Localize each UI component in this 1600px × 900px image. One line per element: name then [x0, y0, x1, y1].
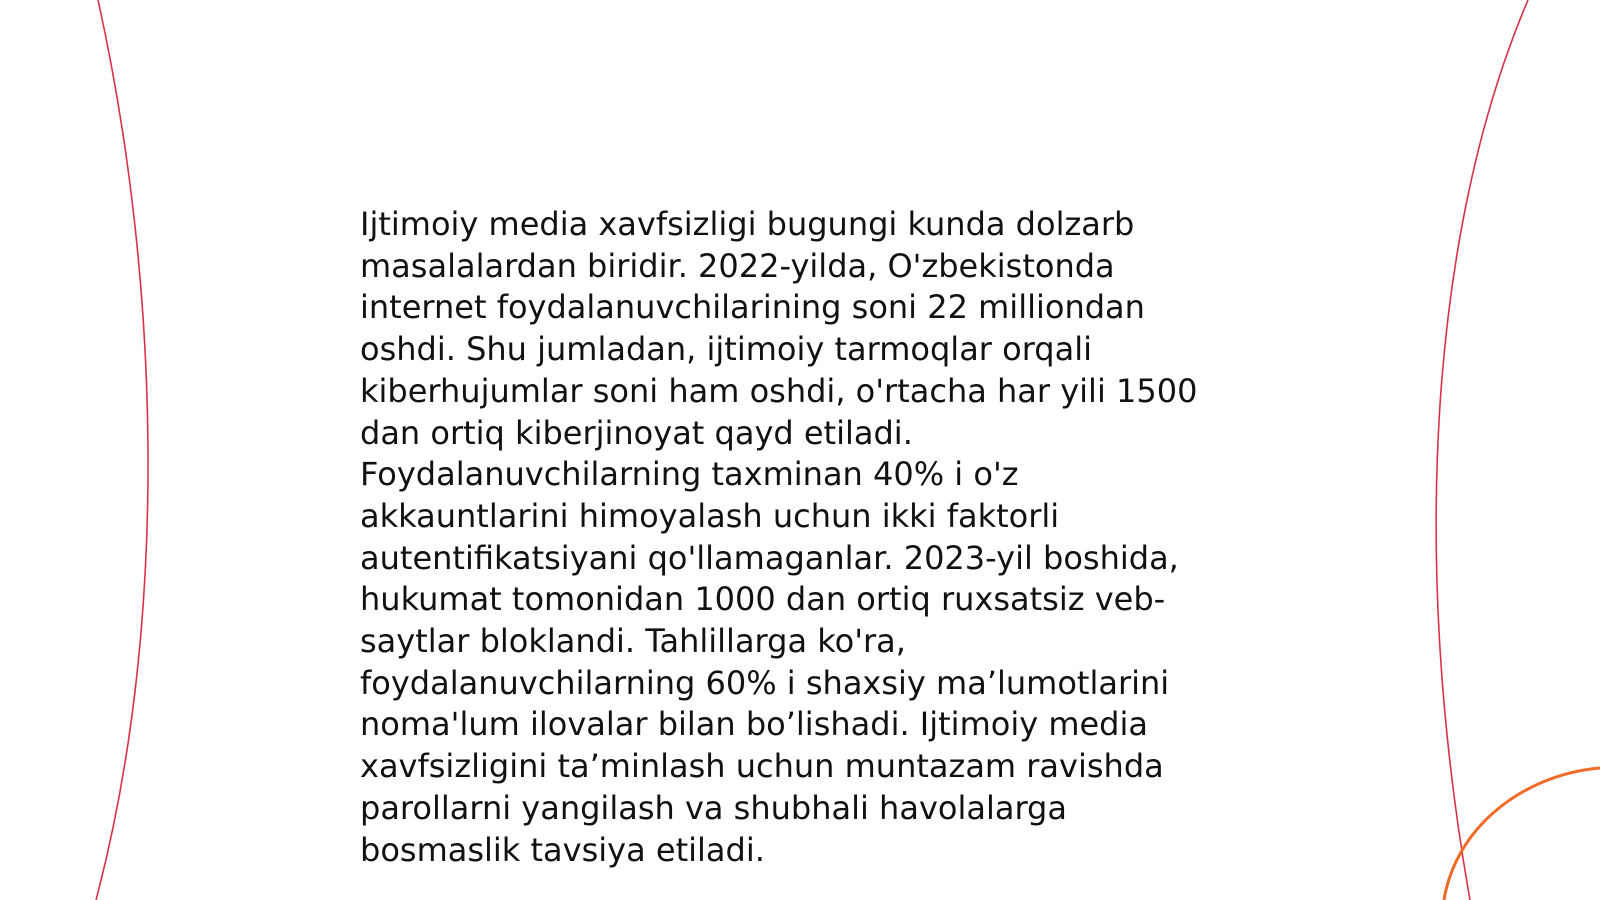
- text-line: xavfsizligini ta’minlash uchun muntazam ravishda: [360, 747, 1164, 786]
- text-line: oshdi. Shu jumladan, ijtimoiy tarmoqlar orqali: [360, 330, 1092, 369]
- text-line: internet foydalanuvchilarining soni 22 milliondan: [360, 288, 1145, 327]
- text-line: Foydalanuvchilarning taxminan 40% i o'z: [360, 455, 1019, 494]
- text-line: Ijtimoiy media xavfsizligi bugungi kunda dolzarb: [360, 205, 1135, 243]
- left-curve: [96, 0, 148, 900]
- text-line: akkauntlarini himoyalash uchun ikki faktorli: [360, 496, 1060, 535]
- text-line: saytlar bloklandi. Tahlillarga ko'ra,: [360, 622, 906, 661]
- text-line: dan ortiq kiberjinoyat qayd etiladi.: [360, 413, 913, 452]
- text-line: foydalanuvchilarning 60% i shaxsiy ma’lumotlarini: [360, 663, 1170, 702]
- text-line: autentifikatsiyani qo'llamaganlar. 2023-yil boshida,: [360, 538, 1179, 577]
- body-paragraph: [360, 204, 1230, 871]
- text-line: kiberhujumlar soni ham oshdi, o'rtacha har yili 1500: [360, 371, 1198, 410]
- right-curve: [1436, 0, 1528, 900]
- text-line: hukumat tomonidan 1000 dan ortiq ruxsatsiz veb-: [360, 580, 1166, 619]
- text-line: parollarni yangilash va shubhali havolalarga: [360, 788, 1067, 827]
- text-line: masalalardan biridir. 2022-yilda, O'zbekistonda: [360, 246, 1115, 285]
- text-line: bosmaslik tavsiya etiladi.: [360, 830, 765, 869]
- text-line: noma'lum ilovalar bilan bo’lishadi. Ijtimoiy media: [360, 705, 1148, 744]
